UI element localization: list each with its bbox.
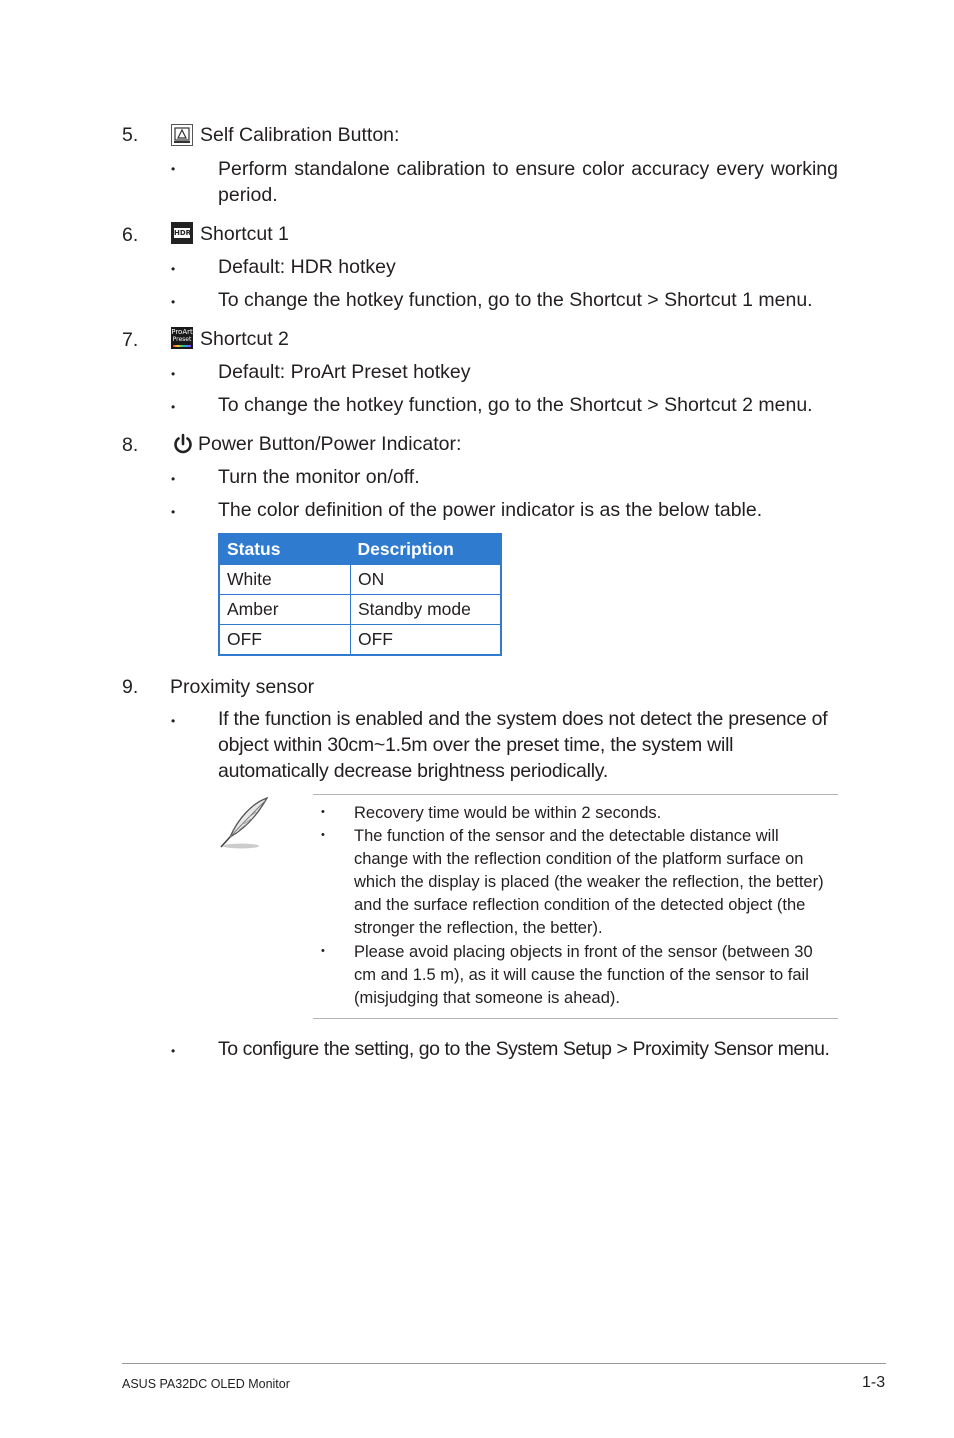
item-title: Self Calibration Button: xyxy=(200,124,400,146)
note-top-rule xyxy=(313,794,838,795)
table-cell: Standby mode xyxy=(351,595,502,625)
item-bullet-text: Default: HDR hotkey xyxy=(218,256,396,278)
hdr-icon-label: HDR xyxy=(174,229,192,237)
table-cell: OFF xyxy=(219,625,351,656)
item-bullet-text: Default: ProArt Preset hotkey xyxy=(218,361,471,383)
table-row xyxy=(219,595,501,625)
bullet-marker: • xyxy=(171,367,176,381)
table-header-cell: Description xyxy=(351,534,502,565)
item-bullet-text: The color definition of the power indicator is as the below table. xyxy=(218,499,763,521)
bullet-marker: • xyxy=(171,262,176,276)
power-indicator-table xyxy=(218,533,502,656)
item-number: 8. xyxy=(122,434,139,456)
table-row xyxy=(219,565,501,595)
self-calibration-icon xyxy=(171,124,193,146)
item-number: 5. xyxy=(122,124,139,146)
proart-icon-label: ProArt xyxy=(171,328,193,336)
item-number: 6. xyxy=(122,224,139,246)
table-cell: Amber xyxy=(219,595,351,625)
item-title: Shortcut 1 xyxy=(200,223,289,245)
table-row xyxy=(219,625,501,656)
table-cell: OFF xyxy=(351,625,502,656)
item-bullet-text: Perform standalone calibration to ensure color accuracy every working period. xyxy=(218,158,838,206)
hdr-icon xyxy=(171,222,193,244)
power-icon xyxy=(172,433,194,455)
item-bullet-text: If the function is enabled and the system does not detect the presence of object within 30cm~1.5m over the preset time, the system will automatically decrease brightness periodically. xyxy=(218,708,828,782)
table-header-cell: Status xyxy=(219,534,351,565)
table-header-row xyxy=(219,534,501,565)
item-bullet-text: Turn the monitor on/off. xyxy=(218,466,420,488)
bullet-marker: • xyxy=(171,400,176,414)
item-title: Proximity sensor xyxy=(170,676,315,698)
note-text: Please avoid placing objects in front of the sensor (between 30 cm and 1.5 m), as it will cause the function of the sensor to fail (misjudging that someone is ahead). xyxy=(354,943,813,1007)
table-cell: ON xyxy=(351,565,502,595)
note-bullet-marker: • xyxy=(321,945,325,957)
page-number: 1-3 xyxy=(862,1374,886,1391)
bullet-marker: • xyxy=(171,1044,176,1058)
bullet-marker: • xyxy=(171,162,176,176)
item-title: Shortcut 2 xyxy=(200,328,289,350)
proart-color-bar xyxy=(173,345,191,347)
note-feather-icon xyxy=(217,795,273,851)
item-number: 7. xyxy=(122,329,139,351)
footer-product-name: ASUS PA32DC OLED Monitor xyxy=(122,1377,290,1391)
item-bullet-text: To change the hotkey function, go to the Shortcut > Shortcut 1 menu. xyxy=(218,289,813,311)
note-text: The function of the sensor and the detectable distance will change with the reflection condition of the platform surface on which the display is placed (the weaker the reflection, the better) and the surface reflection condition of the detected object (the stronger the reflection, the better). xyxy=(354,827,824,937)
item-bullet-text: To change the hotkey function, go to the Shortcut > Shortcut 2 menu. xyxy=(218,394,813,416)
item-title: Power Button/Power Indicator: xyxy=(198,433,462,455)
table-cell: White xyxy=(219,565,351,595)
bullet-marker: • xyxy=(171,295,176,309)
item-number: 9. xyxy=(122,676,139,698)
bullet-marker: • xyxy=(171,714,176,728)
bullet-marker: • xyxy=(171,472,176,486)
item-bullet-text: To configure the setting, go to the System Setup > Proximity Sensor menu. xyxy=(218,1038,830,1060)
bullet-marker: • xyxy=(171,505,176,519)
preset-icon-label: Preset xyxy=(172,336,192,343)
footer-rule xyxy=(122,1363,886,1364)
note-bullet-marker: • xyxy=(321,829,325,841)
note-bottom-rule xyxy=(313,1018,838,1019)
proart-preset-icon xyxy=(171,327,193,349)
note-bullet-marker: • xyxy=(321,806,325,818)
note-text: Recovery time would be within 2 seconds. xyxy=(354,804,662,822)
